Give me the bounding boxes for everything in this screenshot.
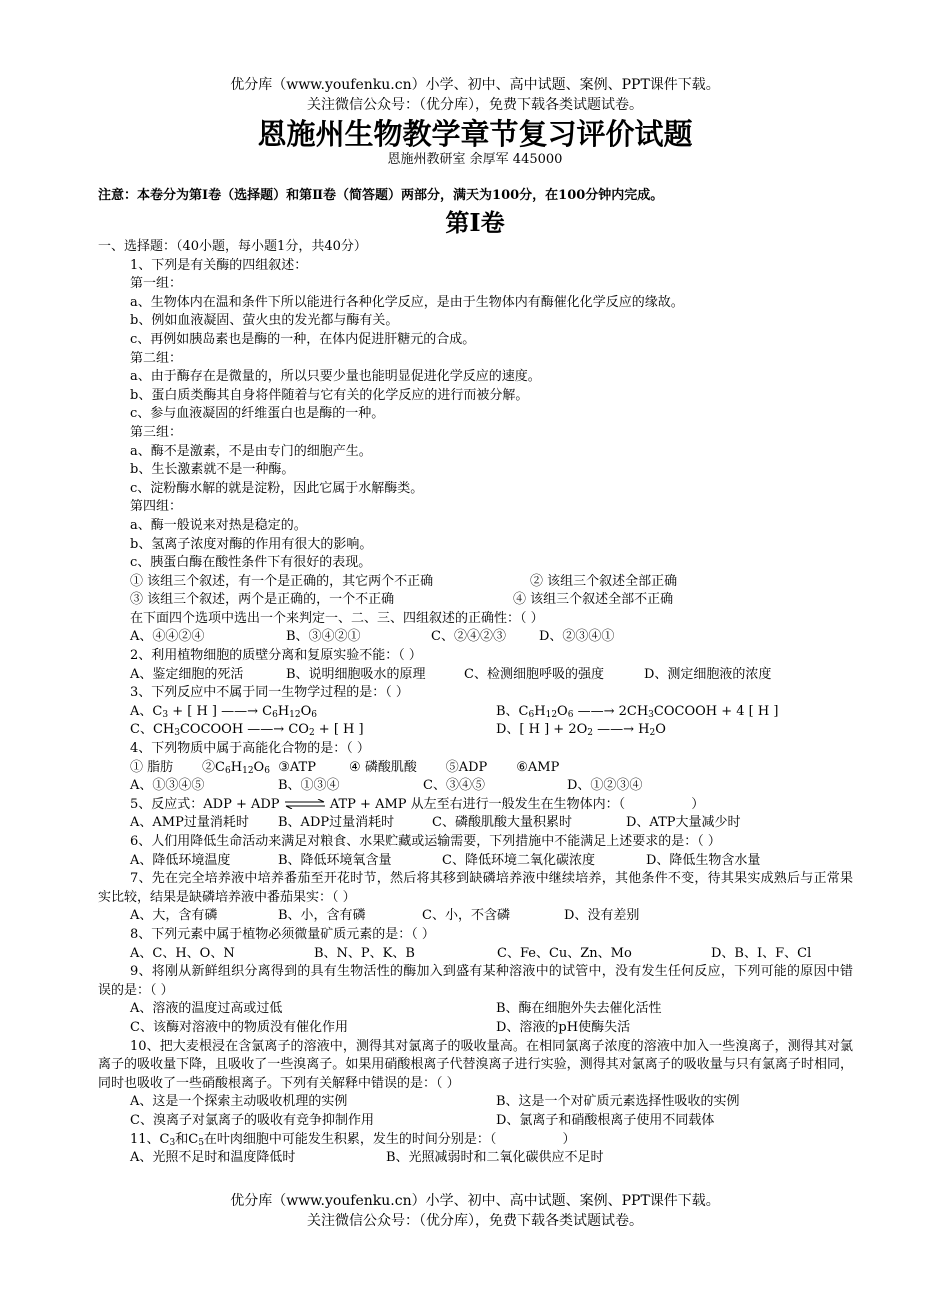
option-a: A、降低环境温度 [130, 852, 231, 868]
statement: b、氢离子浓度对酶的作用有很大的影响。 [130, 536, 373, 552]
question-ask: 在下面四个选项中选出一个来判定一、二、三、四组叙述的正确性：（ ） [130, 610, 544, 626]
option-b: B、③④②① [286, 629, 361, 645]
option-c: C、小，不含磷 [422, 908, 510, 924]
option-a: A、这是一个探索主动吸收机理的实例 [130, 1094, 348, 1110]
option-d: D、测定细胞液的浓度 [644, 666, 772, 682]
statement: c、淀粉酶水解的就是淀粉，因此它属于水解酶类。 [130, 480, 424, 496]
group-label: 第四组： [130, 499, 183, 515]
option-b: B、说明细胞吸水的原理 [286, 666, 426, 682]
option-b: B、降低环境氧含量 [278, 852, 392, 868]
option-d: D、没有差别 [564, 908, 640, 924]
option-row [98, 907, 853, 926]
option-d: D、溶液的pH使酶失活 [496, 1019, 631, 1035]
option-c: C、③④⑤ [423, 778, 485, 794]
key-row [98, 591, 853, 610]
exam-notice: 注意：本卷分为第Ⅰ卷（选择题）和第Ⅱ卷（简答题）两部分，满天为100分，在100分钟内完成。 [98, 188, 664, 203]
option-b: B、①③④ [278, 778, 340, 794]
option-a: A、AMP过量消耗时 [130, 815, 249, 831]
footer-wechat-line: 关注微信公众号：（优分库），免费下载各类试题试卷。 [307, 1213, 643, 1229]
option-row [98, 814, 853, 833]
group-label: 第三组： [130, 424, 183, 440]
statement: b、蛋白质类酶其自身将伴随着与它有关的化学反应的进行而被分解。 [130, 387, 529, 403]
option-c: C、检测细胞呼吸的强度 [464, 666, 604, 682]
group-label: 第二组： [130, 350, 183, 366]
key-item: ② 该组三个叙述全部正确 [530, 573, 678, 589]
option-a: A、鉴定细胞的死活 [130, 666, 244, 682]
question-stem: 3、下列反应中不属于同一生物学过程的是：（ ） [130, 685, 409, 701]
statement: a、生物体内在温和条件下所以能进行各种化学反应，是由于生物体内有酶催化化学反应的缘故。 [130, 294, 684, 310]
question-stem: 5、反应式：ADP + ADP ATP + AMP 从左至右进行一般发生在生物体内：（ ） [130, 796, 705, 812]
option-row [98, 666, 853, 685]
option-a: A、溶液的温度过高或过低 [130, 1001, 283, 1017]
option-a: A、$C_3$ + [ H ] ——→ $C_6H_{12}O_6$ [130, 703, 318, 720]
option-row [98, 852, 853, 871]
option-row [98, 777, 853, 796]
author-line: 恩施州教研室 余厚军 445000 [387, 152, 563, 167]
question-body [98, 238, 853, 1168]
option-b: B、N、P、K、B [314, 945, 415, 961]
option-c: C、Fe、Cu、Zn、Mo [497, 945, 632, 961]
exam-title: 恩施州生物教学章节复习评价试题 [257, 117, 693, 151]
option-a: A、C、H、O、N [130, 945, 235, 961]
statement: a、酶一般说来对热是稳定的。 [130, 517, 307, 533]
option-d: D、B、I、F、Cl [711, 945, 812, 961]
question-stem: 4、下列物质中属于高能化合物的是：（ ） [130, 741, 370, 757]
option-d: D、[ H ] + $2O_2$ ——→ $H_2O$ [496, 722, 666, 739]
question-stem: 10、把大麦根浸在含氯离子的溶液中，测得其对氯离子的吸收量高。在相同氯离子浓度的溶液中加入一些溴离子，测得其对氯离子的吸收量下降，且吸收了一些溴离子。如果用硝酸根离子代替溴离子进行实验，测得其对氯离子的吸收量与只有氯离子时相同，同时也吸收了一些硝酸根离子。下列有关解释中错误的是：（ ） [98, 1038, 853, 1091]
question-stem: 9、将刚从新鲜组织分离得到的具有生物活性的酶加入到盛有某种溶液中的试管中，没有发生任何反应，下列可能的原因中错误的是：（ ） [98, 964, 853, 998]
key-row [98, 573, 853, 592]
option-b: B、酶在细胞外失去催化活性 [496, 1001, 662, 1017]
option-d: D、②③④① [539, 629, 615, 645]
question-stem: 7、先在完全培养液中培养番茄至开花时节，然后将其移到缺磷培养液中继续培养，其他条件不变，待其果实成熟后与正常果实比较，结果是缺磷培养液中番茄果实：（ ） [98, 871, 853, 905]
option-c: C、②④②③ [431, 629, 506, 645]
option-row [98, 945, 853, 964]
header-promo-line: 优分库（www.youfenku.cn）小学、初中、高中试题、案例、PPT课件下载。 [230, 77, 720, 93]
statement: c、胰蛋白酶在酸性条件下有很好的表现。 [130, 555, 372, 571]
volume-heading: 第Ⅰ卷 [445, 208, 505, 237]
statement: b、例如血液凝固、萤火虫的发光都与酶有关。 [130, 313, 399, 329]
option-c: C、溴离子对氯离子的吸收有竞争抑制作用 [130, 1112, 374, 1128]
option-b: B、小，含有磷 [278, 908, 366, 924]
option-b: B、光照减弱时和二氧化碳供应不足时 [386, 1150, 604, 1166]
option-b: B、ADP过量消耗时 [278, 815, 395, 831]
option-b: B、$C_6H_{12}O_6$ ——→ $2CH_3COCOOH + 4$ [ H ] [496, 703, 779, 720]
statement: c、再例如胰岛素也是酶的一种，在体内促进肝糖元的合成。 [130, 331, 476, 347]
option-row [98, 1000, 853, 1019]
option-c: C、降低环境二氧化碳浓度 [442, 852, 595, 868]
option-c: C、磷酸肌酸大量积累时 [432, 815, 572, 831]
statement: a、由于酶存在是微量的，所以只要少量也能明显促进化学反应的速度。 [130, 369, 541, 385]
header-wechat-line: 关注微信公众号：（优分库），免费下载各类试题试卷。 [307, 97, 643, 113]
statement: c、参与血液凝固的纤维蛋白也是酶的一种。 [130, 406, 385, 422]
option-d: D、氯离子和硝酸根离子使用不同载体 [496, 1112, 715, 1128]
group-label: 第一组： [130, 276, 183, 292]
option-row [98, 1019, 853, 1038]
substance-list: ① 脂肪 $②C_6H_{12}O_6$ ③ATP ④ 磷酸肌酸 ⑤ADP ⑥AMP [130, 759, 560, 776]
option-a: A、①③④⑤ [130, 778, 205, 794]
option-row [98, 1093, 853, 1112]
reversible-arrow-icon [284, 799, 326, 809]
question-stem: 1、下列是有关酶的四组叙述： [130, 257, 308, 273]
option-d: D、①②③④ [567, 778, 643, 794]
key-item: ④ 该组三个叙述全部不正确 [513, 592, 674, 608]
question-stem: 11、$C_3$和$C_5$在叶肉细胞中可能发生积累，发生的时间分别是：（ ） [130, 1131, 576, 1148]
option-row [98, 703, 853, 722]
option-row [98, 721, 853, 740]
question-stem: 6、人们用降低生命活动来满足对粮食、水果贮藏或运输需要，下列措施中不能满足上述要求的是：（ ） [130, 834, 721, 849]
option-row [98, 628, 853, 647]
section-heading: 一、选择题：（40小题，每小题1分，共40分） [98, 239, 367, 254]
option-b: B、这是一个对矿质元素选择性吸收的实例 [496, 1094, 740, 1110]
option-c: C、$CH_3COCOOH$ ——→ $CO_2$ + [ H ] [130, 722, 364, 739]
statement: a、酶不是激素，不是由专门的细胞产生。 [130, 443, 372, 459]
option-a: A、④④②④ [130, 629, 205, 645]
question-stem: 8、下列元素中属于植物必须微量矿质元素的是：（ ） [130, 926, 435, 942]
statement: b、生长激素就不是一种酶。 [130, 462, 295, 478]
option-c: C、该酶对溶液中的物质没有催化作用 [130, 1019, 348, 1035]
key-item: ① 该组三个叙述，有一个是正确的，其它两个不正确 [130, 573, 434, 589]
question-stem: 2、利用植物细胞的质壁分离和复原实验不能：（ ） [130, 648, 422, 664]
option-d: D、降低生物含水量 [646, 852, 761, 868]
option-row [98, 1112, 853, 1131]
option-d: D、ATP大量减少时 [626, 815, 741, 831]
option-a: A、光照不足时和温度降低时 [130, 1150, 296, 1166]
option-a: A、大，含有磷 [130, 908, 218, 924]
key-item: ③ 该组三个叙述，两个是正确的，一个不正确 [130, 592, 395, 608]
footer-promo-line: 优分库（www.youfenku.cn）小学、初中、高中试题、案例、PPT课件下载。 [230, 1193, 720, 1209]
option-row [98, 1149, 853, 1168]
